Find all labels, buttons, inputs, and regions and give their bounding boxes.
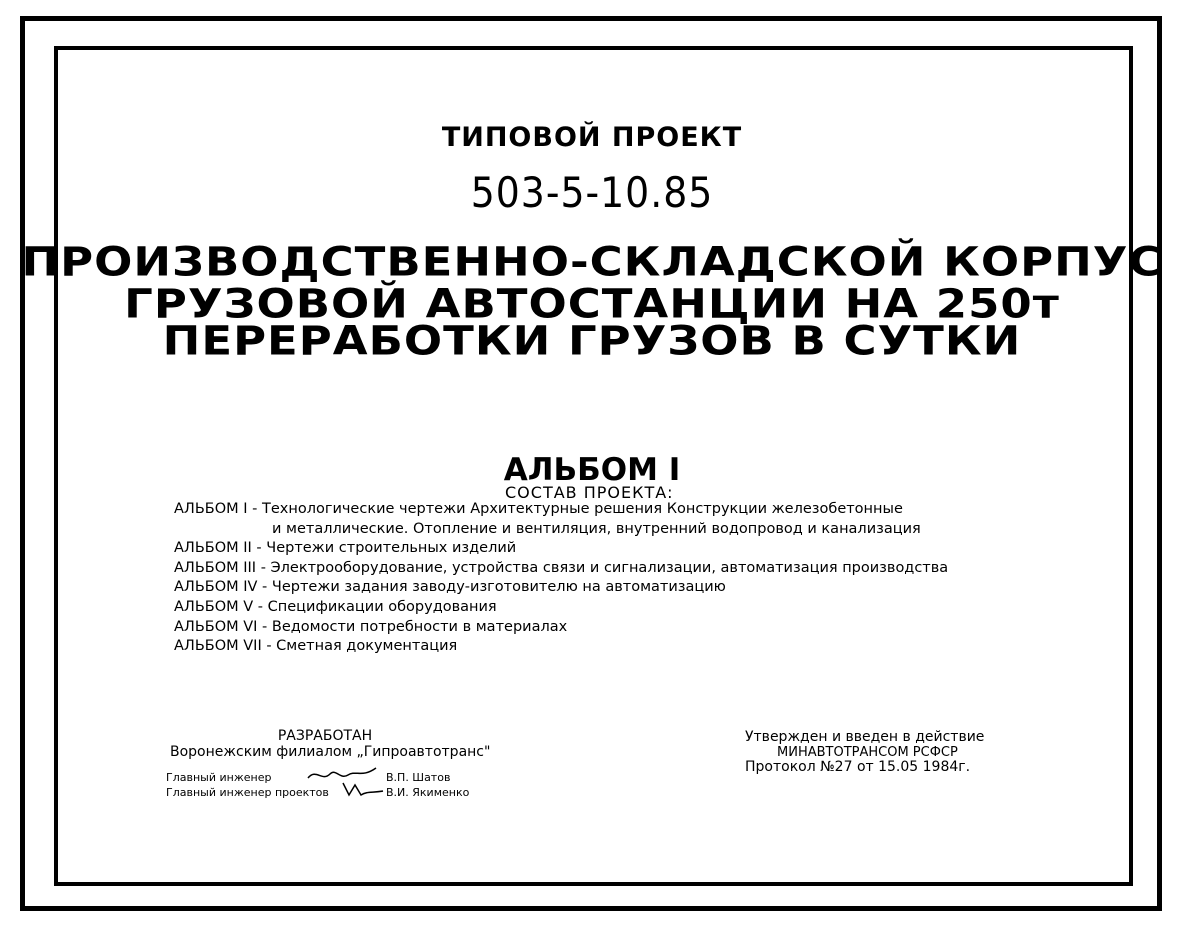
album-heading: АЛЬБОМ I — [503, 452, 681, 488]
signature-row — [166, 770, 486, 785]
project-code: 503-5-10.85 — [470, 168, 714, 217]
developer-label: РАЗРАБОТАН — [277, 728, 373, 744]
title-line-3: ПЕРЕРАБОТКИ ГРУЗОВ В СУТКИ — [162, 316, 1022, 365]
composition-label: СОСТАВ ПРОЕКТА: — [505, 483, 674, 502]
album-list-item: АЛЬБОМ II - Чертежи строительных изделий — [174, 540, 517, 557]
title-line-1: ПРОИЗВОДСТВЕННО-СКЛАДСКОЙ КОРПУС — [21, 237, 1163, 286]
album-list-item: АЛЬБОМ IV - Чертежи задания заводу-изготовителю на автоматизацию — [174, 579, 726, 596]
album-list-item: АЛЬБОМ VII - Сметная документация — [174, 638, 458, 655]
signature-role: Главный инженер — [166, 771, 272, 784]
signature-row — [166, 785, 486, 800]
album-list-item: АЛЬБОМ V - Спецификации оборудования — [174, 598, 497, 615]
album-list-item: АЛЬБОМ III - Электрооборудование, устройства связи и сигнализации, автоматизация производства — [174, 559, 949, 576]
album-list-item: АЛЬБОМ I - Технологические чертежи Архитектурные решения Конструкции железобетонные — [174, 501, 903, 517]
signature-role: Главный инженер проектов — [166, 786, 329, 799]
signature-name: В.И. Якименко — [386, 786, 470, 799]
approval-line-2: МИНАВТОТРАНСОМ РСФСР — [777, 745, 958, 760]
approval-block — [745, 730, 984, 775]
signature-block — [166, 770, 486, 804]
developer-org: Воронежским филиалом „Гипроавтотранс" — [170, 744, 491, 760]
album-list-item: АЛЬБОМ VI - Ведомости потребности в материалах — [174, 618, 568, 635]
approval-line-3: Протокол №27 от 15.05 1984г. — [745, 759, 971, 775]
album-list — [174, 500, 948, 657]
document-type-heading: ТИПОВОЙ ПРОЕКТ — [441, 122, 743, 153]
approval-line-1: Утвержден и введен в действие — [745, 729, 985, 745]
title-line-2: ГРУЗОВОЙ АВТОСТАНЦИИ НА 250т — [124, 279, 1060, 328]
signature-name: В.П. Шатов — [386, 771, 451, 784]
album-list-item: и металлические. Отопление и вентиляция, внутренний водопровод и канализация — [272, 520, 921, 537]
handwritten-signature-icon — [341, 779, 385, 799]
developer-block — [170, 728, 491, 760]
